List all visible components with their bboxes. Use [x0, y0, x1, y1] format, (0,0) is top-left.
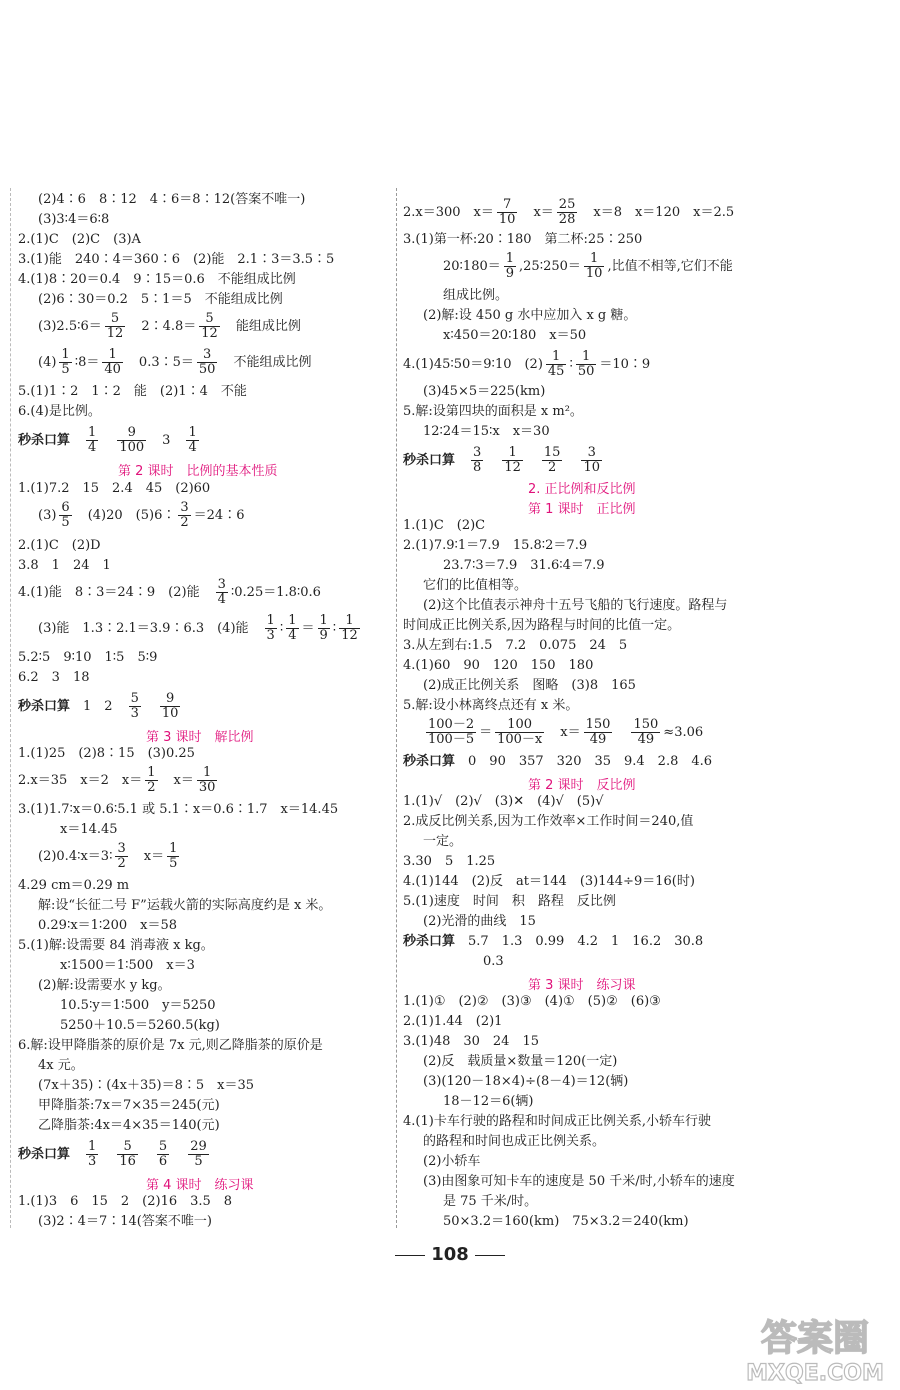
answer-line: 1.(1)7.2 15 2.4 45 (2)60	[18, 481, 211, 496]
answer-line: (3)2∶4＝7∶14(答案不唯一)	[38, 1214, 212, 1229]
quick-calc: 秒杀口算 $\frac{1}{3}$ $\frac{5}{16}$ $\frac{5}{6}$ $\frac{29}{5}$	[18, 1139, 207, 1169]
answer-line: (2)反 载质量×数量＝120(一定)	[423, 1054, 618, 1069]
answer-line: (7x＋35)∶(4x＋35)＝8∶5 x＝35	[38, 1078, 254, 1093]
answer-line: 50×3.2＝160(km) 75×3.2＝240(km)	[443, 1214, 689, 1229]
answer-line: 5.解:设小林离终点还有 x 米。	[403, 698, 579, 713]
answer-line: 4.29 cm＝0.29 m	[18, 878, 130, 893]
answer-line: 5250＋10.5＝5260.5(kg)	[60, 1018, 220, 1033]
answer-line: x＝14.45	[60, 822, 118, 837]
answer-line-fractions: 2.x＝300 x＝ $\frac{7}{10}$ x＝ $\frac{25}{28}$ x＝8 x＝120 x＝2.5	[403, 197, 735, 227]
answer-line: 3.(1)能 240∶4＝360∶6 (2)能 2.1∶3＝3.5∶5	[18, 252, 335, 267]
answer-line: (2)解:设 450 g 水中应加入 x g 糖。	[423, 308, 637, 323]
answer-line: 组成比例。	[443, 288, 509, 303]
answer-line: 0.3	[483, 954, 504, 969]
answer-line: 5.(1)1∶2 1∶2 能 (2)1∶4 不能	[18, 384, 247, 399]
answer-line: 1.(1)3 6 15 2 (2)16 3.5 8	[18, 1194, 233, 1209]
quick-calc: 秒杀口算 0 90 357 320 35 9.4 2.8 4.6	[403, 754, 713, 769]
answer-line-fractions: (3)能 1.3∶2.1＝3.9∶6.3 (4)能 $\frac{1}{3}$ ∶ $\frac{1}{4}$ ＝ $\frac{1}{9}$ ∶ $\frac{1}{12}$	[38, 613, 358, 643]
answer-line: 5.解:设第四块的面积是 x m²。	[403, 404, 583, 419]
answer-line: 2.成反比例关系,因为工作效率×工作时间＝240,值	[403, 814, 694, 829]
section-heading: 第 3 课时 解比例	[146, 730, 254, 745]
answer-line: (2)光滑的曲线 15	[423, 914, 536, 929]
column-divider	[396, 188, 397, 1228]
answer-line: 2.(1)7.9∶1＝7.9 15.8∶2＝7.9	[403, 538, 588, 553]
answer-line-fractions: 2.x＝35 x＝2 x＝ $\frac{1}{2}$ x＝ $\frac{1}{30}$	[18, 765, 216, 795]
answer-line: 6.解:设甲降脂茶的原价是 7x 元,则乙降脂茶的原价是	[18, 1038, 323, 1053]
answer-line: (3)3∶4＝6∶8	[38, 212, 110, 227]
answer-line: 5.(1)解:设需要 84 消毒液 x kg。	[18, 938, 214, 953]
watermark-text-bottom: MXQE.COM	[746, 1361, 884, 1385]
answer-line-fractions: (3)2.5∶6＝ $\frac{5}{12}$ 2∶4.8＝ $\frac{5}{12}$ 能组成比例	[38, 311, 301, 341]
page-number: 108	[0, 1244, 900, 1265]
section-heading: 第 2 课时 反比例	[528, 778, 636, 793]
answer-line-fractions: (4) $\frac{1}{5}$ ∶8＝ $\frac{1}{40}$ 0.3∶5＝ $\frac{3}{50}$ 不能组成比例	[38, 347, 312, 377]
answer-line: (3)(120－18×4)÷(8－4)＝12(辆)	[423, 1074, 629, 1089]
answer-line: 2.(1)C (2)C (3)A	[18, 232, 141, 247]
answer-line: 4.(1)8∶20＝0.4 9∶15＝0.6 不能组成比例	[18, 272, 296, 287]
answer-line: 10.5∶y＝1∶500 y＝5250	[60, 998, 216, 1013]
section-heading: 第 3 课时 练习课	[528, 978, 636, 993]
answer-line: (2)解:设需要水 y kg。	[38, 978, 171, 993]
answer-line-fractions: (2)0.4∶x＝3∶ $\frac{3}{2}$ x＝ $\frac{1}{5}$	[38, 841, 178, 871]
answer-line-fractions: 4.(1)能 8∶3＝24∶9 (2)能 $\frac{3}{4}$ ∶0.25＝1.8∶0.6	[18, 577, 321, 607]
answer-line: 3.8 1 24 1	[18, 558, 111, 573]
answer-line: 0.29∶x＝1∶200 x＝58	[38, 918, 178, 933]
left-margin-line	[10, 188, 11, 1228]
answer-line: 3.(1)第一杯:20∶180 第二杯:25∶250	[403, 232, 643, 247]
answer-line: x∶1500＝1∶500 x＝3	[60, 958, 195, 973]
answer-line: 3.(1)48 30 24 15	[403, 1034, 539, 1049]
answer-line: x∶450＝20∶180 x＝50	[443, 328, 587, 343]
section-heading: 第 2 课时 比例的基本性质	[118, 464, 278, 479]
answer-line: 4.(1)卡车行驶的路程和时间成正比例关系,小轿车行驶	[403, 1114, 711, 1129]
watermark-logo	[735, 1310, 895, 1385]
quick-calc: 秒杀口算 $\frac{3}{8}$ $\frac{1}{12}$ $\frac{15}{2}$ $\frac{3}{10}$	[403, 445, 600, 475]
answer-line: (3)由图象可知卡车的速度是 50 千米/时,小轿车的速度	[423, 1174, 735, 1189]
answer-line: 它们的比值相等。	[423, 578, 528, 593]
answer-line: (2)这个比值表示神舟十五号飞船的飞行速度。路程与	[423, 598, 728, 613]
answer-line-fractions: 4.(1)45∶50＝9∶10 (2) $\frac{1}{45}$ ∶ $\frac{1}{50}$ ＝10∶9	[403, 349, 651, 379]
answer-line: 乙降脂茶:4x＝4×35＝140(元)	[38, 1118, 220, 1133]
answer-line: 1.(1)√ (2)√ (3)✕ (4)√ (5)√	[403, 794, 604, 809]
quick-calc: 秒杀口算 5.7 1.3 0.99 4.2 1 16.2 30.8	[403, 934, 704, 949]
answer-line: 甲降脂茶:7x＝7×35＝245(元)	[38, 1098, 220, 1113]
answer-line: 时间成正比例关系,因为路程与时间的比值一定。	[403, 618, 681, 633]
answer-line: 6.2 3 18	[18, 670, 90, 685]
section-heading: 第 1 课时 正比例	[528, 502, 636, 517]
answer-line: 23.7∶3＝7.9 31.6∶4＝7.9	[443, 558, 605, 573]
answer-line: 3.30 5 1.25	[403, 854, 496, 869]
answer-line-fractions: (3) $\frac{6}{5}$ (4)20 (5)6∶ $\frac{3}{2}$ ＝24∶6	[38, 500, 245, 530]
answer-line: 1.(1)C (2)C	[403, 518, 486, 533]
answer-line: 4x 元。	[38, 1058, 84, 1073]
answer-line: 3.从左到右:1.5 7.2 0.075 24 5	[403, 638, 628, 653]
quick-calc: 秒杀口算 $\frac{1}{4}$ $\frac{9}{100}$ 3 $\frac{1}{4}$	[18, 425, 197, 455]
answer-line: 12∶24＝15∶x x＝30	[423, 424, 550, 439]
answer-line: (2)4∶6 8∶12 4∶6＝8∶12(答案不唯一)	[38, 192, 306, 207]
answer-line: 6.(4)是比例。	[18, 404, 101, 419]
answer-line: 是 75 千米/时。	[443, 1194, 538, 1209]
answer-line: (2)成正比例关系 图略 (3)8 165	[423, 678, 636, 693]
answer-line: 4.(1)60 90 120 150 180	[403, 658, 594, 673]
answer-line: 解:设“长征二号 F”运载火箭的实际高度约是 x 米。	[38, 898, 332, 913]
answer-line: (3)45×5＝225(km)	[423, 384, 546, 399]
quick-calc: 秒杀口算 1 2 $\frac{5}{3}$ $\frac{9}{10}$	[18, 691, 179, 721]
answer-line: 5.2∶5 9∶10 1∶5 5∶9	[18, 650, 158, 665]
answer-line-fractions: 20∶180＝ $\frac{1}{9}$ ,25∶250＝ $\frac{1}{10}$ ,比值不相等,它们不能	[443, 251, 733, 281]
watermark-text-top: 答案圈	[760, 1318, 870, 1359]
answer-line: 1.(1)25 (2)8∶15 (3)0.25	[18, 746, 195, 761]
answer-line: 2.(1)1.44 (2)1	[403, 1014, 503, 1029]
answer-line: (2)6∶30＝0.2 5∶1＝5 不能组成比例	[38, 292, 283, 307]
section-heading: 2. 正比例和反比例	[528, 482, 636, 497]
answer-line: 的路程和时间也成正比例关系。	[423, 1134, 606, 1149]
answer-line: 2.(1)C (2)D	[18, 538, 101, 553]
answer-line: 一定。	[423, 834, 463, 849]
answer-line-fractions: $\frac{100-2}{100-5}$ ＝ $\frac{100}{100-x}$ x＝ $\frac{150}{49}$ $\frac{150}{49}$ ≈3.06	[428, 717, 704, 747]
answer-line: 3.(1)1.7∶x＝0.6∶5.1 或 5.1∶x＝0.6∶1.7 x＝14.45	[18, 802, 339, 817]
answer-line: 5.(1)速度 时间 积 路程 反比例	[403, 894, 616, 909]
answer-line: 18－12＝6(辆)	[443, 1094, 534, 1109]
answer-line: (2)小轿车	[423, 1154, 481, 1169]
answer-line: 1.(1)① (2)② (3)③ (4)① (5)② (6)③	[403, 994, 661, 1009]
answer-line: 4.(1)144 (2)反 at＝144 (3)144÷9＝16(时)	[403, 874, 695, 889]
section-heading: 第 4 课时 练习课	[146, 1178, 254, 1193]
